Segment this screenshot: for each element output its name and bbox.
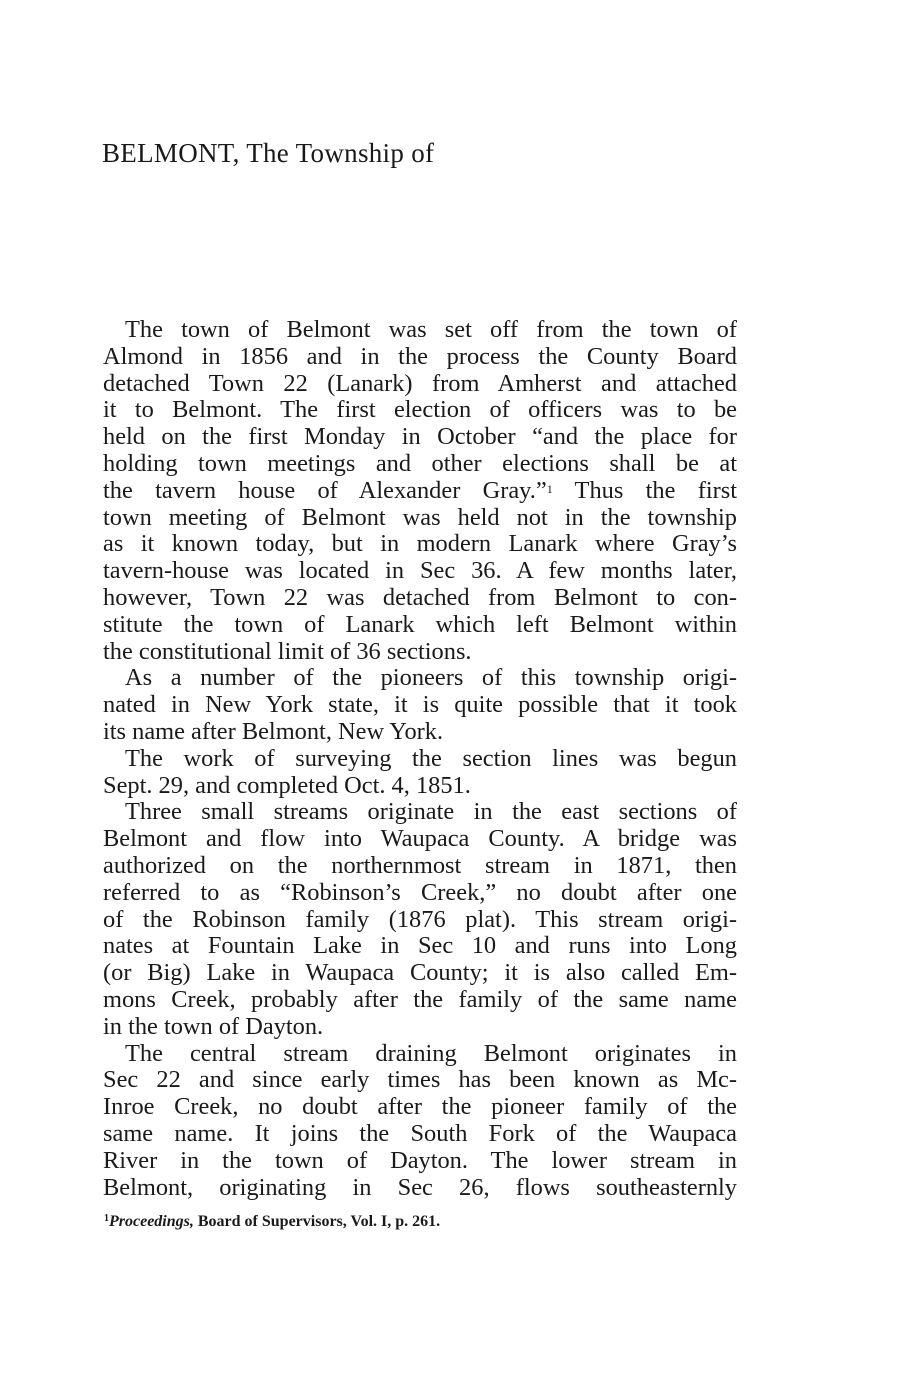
footnote-marker: 1 — [546, 481, 553, 496]
body-text — [103, 317, 737, 1201]
footnote-number: 1 — [104, 1213, 109, 1224]
text-line: The work of surveying the section lines was begun — [125, 744, 737, 772]
text-line: as it known today, but in modern Lanark where Gray’s — [103, 530, 737, 558]
text-line: (or Big) Lake in Waupaca County; it is also called Em- — [103, 959, 737, 987]
text-line: nates at Fountain Lake in Sec 10 and runs into Long — [103, 932, 737, 960]
text-line: of the Robinson family (1876 plat). This stream origi- — [103, 905, 737, 933]
text-line: mons Creek, probably after the family of the same name — [103, 985, 737, 1013]
text-line: it to Belmont. The first election of officers was to be — [103, 396, 737, 424]
text-line: held on the first Monday in October “and the place for — [103, 423, 737, 451]
text-line: authorized on the northernmost stream in 1871, then — [103, 851, 737, 879]
text-line: Almond in 1856 and in the process the County Board — [103, 342, 737, 370]
text-line: Sec 22 and since early times has been known as Mc- — [103, 1066, 737, 1094]
text-line: its name after Belmont, New York. — [103, 717, 444, 745]
text-line: The central stream draining Belmont originates in — [125, 1039, 737, 1067]
text-line: however, Town 22 was detached from Belmont to con- — [103, 583, 737, 611]
text-line-with-footnote — [103, 478, 737, 505]
footnote-citation: Board of Supervisors, Vol. I, p. 261. — [193, 1213, 441, 1230]
text-line: The town of Belmont was set off from the town of — [125, 316, 737, 343]
text-line: River in the town of Dayton. The lower stream in — [103, 1146, 737, 1174]
footnote-source-title: Proceedings, — [109, 1213, 194, 1230]
text-line: Belmont, originating in Sec 26, flows southeasternly — [103, 1173, 737, 1201]
text-line: detached Town 22 (Lanark) from Amherst and attached — [103, 369, 737, 397]
text-line: same name. It joins the South Fork of the Waupaca — [103, 1119, 737, 1147]
text-fragment: Thus the first — [552, 476, 737, 504]
page-heading: BELMONT, The Township of — [102, 138, 435, 168]
text-line: referred to as “Robinson’s Creek,” no doubt after one — [103, 878, 737, 906]
text-line: in the town of Dayton. — [103, 1012, 324, 1040]
text-line: tavern-house was located in Sec 36. A few months later, — [103, 557, 737, 585]
text-line: town meeting of Belmont was held not in the township — [103, 503, 737, 531]
paragraph-3 — [103, 746, 737, 800]
paragraph-1 — [103, 317, 737, 665]
footnote — [104, 1213, 440, 1231]
text-line: As a number of the pioneers of this township origi- — [125, 664, 737, 692]
text-line: Sept. 29, and completed Oct. 4, 1851. — [103, 771, 471, 799]
text-line: holding town meetings and other elections shall be at — [103, 449, 737, 477]
paragraph-2 — [103, 665, 737, 745]
text-line: Belmont and flow into Waupaca County. A bridge was — [103, 825, 737, 853]
text-line: stitute the town of Lanark which left Belmont within — [103, 610, 737, 638]
text-fragment: the tavern house of Alexander Gray.” — [103, 476, 547, 504]
paragraph-4 — [103, 799, 737, 1040]
paragraph-5 — [103, 1041, 737, 1202]
text-line: the constitutional limit of 36 sections. — [103, 637, 472, 665]
text-line: Three small streams originate in the east sections of — [125, 798, 737, 826]
text-line: Inroe Creek, no doubt after the pioneer family of the — [103, 1093, 737, 1121]
text-line: nated in New York state, it is quite possible that it took — [103, 691, 737, 719]
